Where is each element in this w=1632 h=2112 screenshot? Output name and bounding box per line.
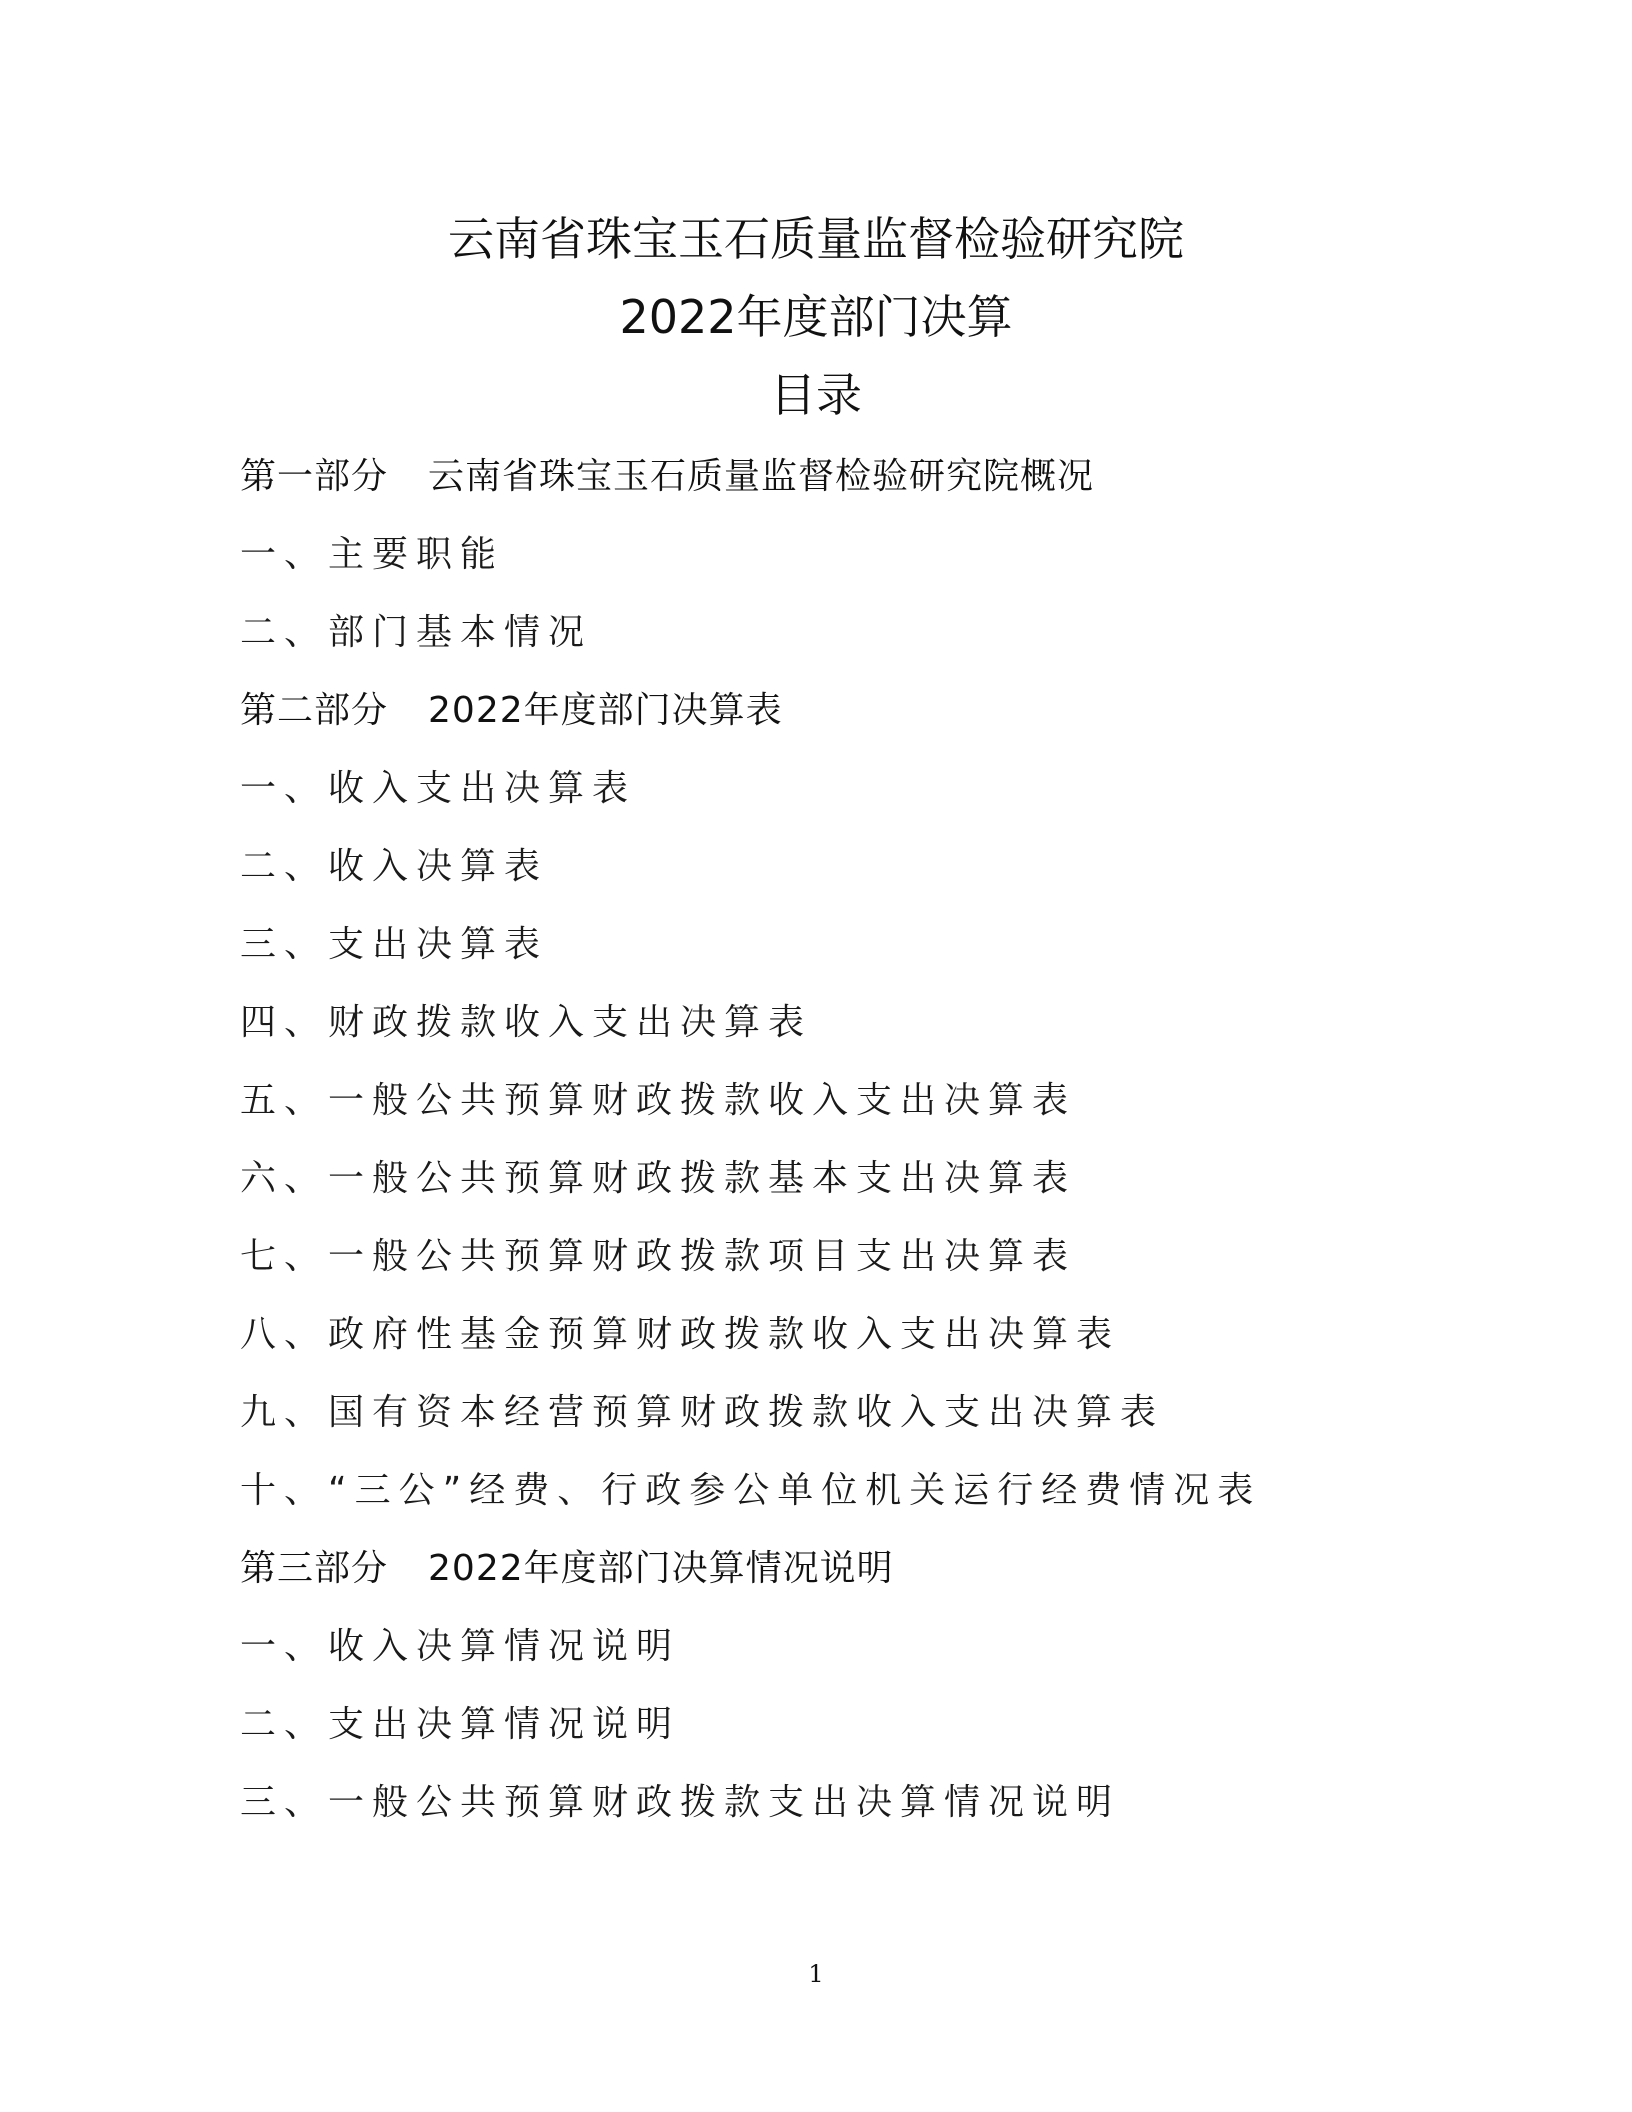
toc-item: 一、主要职能 <box>240 534 505 575</box>
toc-item: 五、一般公共预算财政拨款收入支出决算表 <box>240 1080 1077 1121</box>
part-title: 云南省珠宝玉石质量监督检验研究院概况 <box>428 456 1095 497</box>
title-organization: 云南省珠宝玉石质量监督检验研究院 <box>448 212 1184 266</box>
toc-item: 一、收入支出决算表 <box>240 768 637 809</box>
toc-part-3-heading <box>240 1530 1440 1608</box>
document-title <box>0 200 1632 434</box>
toc-item: 二、部门基本情况 <box>240 612 593 653</box>
toc-item: 八、政府性基金预算财政拨款收入支出决算表 <box>240 1314 1121 1355</box>
toc-part-1-heading <box>240 438 1440 516</box>
page-number: 1 <box>808 1960 824 1988</box>
toc-item: 一、收入决算情况说明 <box>240 1626 681 1667</box>
toc-part-2-heading <box>240 672 1440 750</box>
table-of-contents <box>240 438 1440 1842</box>
part-label: 第三部分 <box>240 1548 389 1589</box>
toc-item: 四、财政拨款收入支出决算表 <box>240 1002 813 1043</box>
part-title: 2022年度部门决算情况说明 <box>428 1548 894 1589</box>
part-label: 第一部分 <box>240 456 389 497</box>
part-title: 2022年度部门决算表 <box>428 690 783 731</box>
toc-item: 二、支出决算情况说明 <box>240 1704 681 1745</box>
toc-item: 六、一般公共预算财政拨款基本支出决算表 <box>240 1158 1077 1199</box>
part-label: 第二部分 <box>240 690 389 731</box>
toc-item: 十、“三公”经费、行政参公单位机关运行经费情况表 <box>240 1470 1262 1511</box>
toc-item: 七、一般公共预算财政拨款项目支出决算表 <box>240 1236 1077 1277</box>
toc-item: 三、支出决算表 <box>240 924 549 965</box>
toc-item: 九、国有资本经营预算财政拨款收入支出决算表 <box>240 1392 1165 1433</box>
title-report-name: 2022年度部门决算 <box>619 290 1013 344</box>
toc-item: 二、收入决算表 <box>240 846 549 887</box>
title-contents: 目录 <box>770 368 862 422</box>
toc-item: 三、一般公共预算财政拨款支出决算情况说明 <box>240 1782 1121 1823</box>
